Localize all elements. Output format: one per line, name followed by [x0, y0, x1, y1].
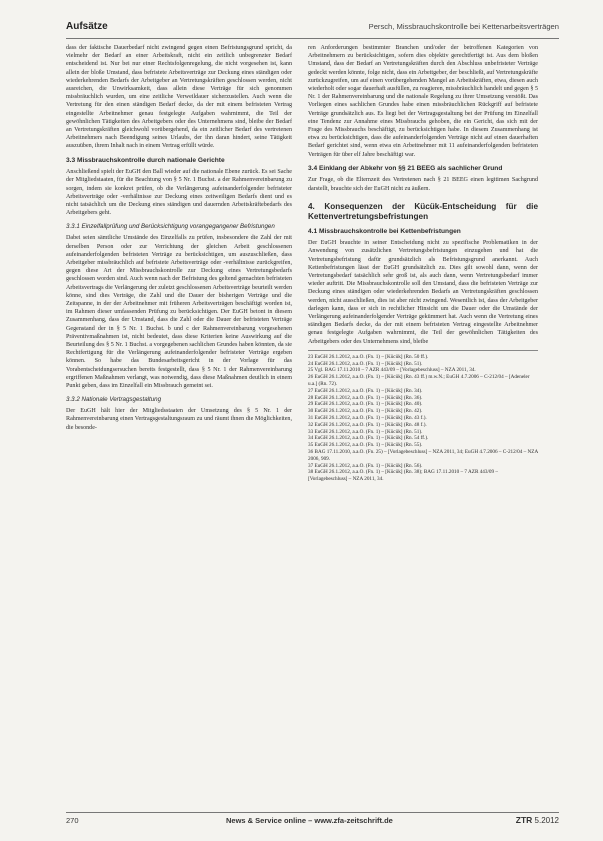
subsection-heading: 3.3.1 Einzelfallprüfung und Berücksichtigung vorangegangener Befristungen [66, 223, 275, 231]
footnote: 28 EuGH 26.1.2012, a.a.O. (Fn. 1) – [Kücük] (Rn. 36). [308, 394, 423, 401]
paragraph: Zur Frage, ob die Elternzeit des Vertretenen nach § 21 BEEG einen legitimen Sachgrund darstellt, brauchte sich der EuGH nicht zu äußern. [308, 177, 538, 192]
footer-website: News & Service online – www.zfa-zeitschrift.de [226, 816, 393, 825]
footnotes [308, 350, 538, 483]
footnote: 25 Vgl. BAG 17.11.2010 – 7 AZR 443/09 – [Vorlagebeschluss] – NZA 2011, 34. [308, 367, 476, 374]
paragraph: dass der faktische Dauerbedarf nicht zwingend gegen einen Befristungsgrund spricht, da vielmehr der Bedarf an einer Arbeitskraft, nicht ein zeitlich unbegrenzter Bedarf entscheidend ist. Nur bei nur einer Rechtsfolgenregelung, die nicht vorgesehen ist, kann allein der bloße Umstand, dass befristete Arbeitsverträge zur Deckung eines ständigen oder wiederkehrenden Bedarfs der Arbeitgeber an Vertretungskräften geschlossen werden, nicht ausreichen, die Unwirksamkeit, dass allein diese Verträge für sich genommen missbräuchlich wurden, um eine zeitliche Verweildauer sicherzustellen. Auch wenn die Vertretung für den einen ständigen Bedarf decke, da der mit einem befristeten Vertrag eingestellte Arbeitnehmer genau festgelegte Aufgaben wahrnimmt, die Teil der gewöhnlichen Tätigkeiten des Arbeitgebers oder des Unternehmens sind, bleibe der Bedarf an Vertretungskräften gleichwohl vorübergehend, da ein zeitlicher Bedarf des vertretenen Arbeitnehmers nach Beendigung seines Urlaubs, der ihn daran hindert, seine Tätigkeit auszuüben, ihrem Inhalt nach in einem Vertrag erfüllt würde. [66, 45, 292, 150]
running-title: Persch, Missbrauchskontrolle bei Kettenarbeitsverträgen [368, 22, 559, 31]
footnote: 27 EuGH 26.1.2012, a.a.O. (Fn. 1) – [Kücük] (Rn. 34). [308, 387, 423, 394]
section-heading: 3.4 Einklang der Abkehr von §§ 21 BEEG als sachlicher Grund [308, 164, 503, 172]
paragraph: Dabei seien sämtliche Umstände des Einzelfalls zu prüfen, insbesondere die Zahl der mit derselben Person oder zur Verrichtung der gleichen Arbeit geschlossenen aufeinanderfolgenden befristeten Verträge zu berücksichtigen, um auszuschließen, dass Arbeitgeber missbräuchlich auf befristete Arbeitsverträge oder -verhältnisse zurückgreifen, gegen diese Art der Missbrauchskontrolle zur Deckung eines Vertretungsbedarfs geschlossen worden sind. Auch wenn nach der Befristung des geltend gemachten befristeten Arbeitsvertrags die Verlängerung der zuletzt geschlossenen Arbeitsverträge beurteilt werden könne, sind dies Verträge, die Zahl und die Dauer der bisherigen Verträge und die Zeitspanne, in der der Arbeitnehmer mit früheren Arbeitsverträgen beschäftigt worden ist, im Rahmen dieser umfassenden Prüfung zu berücksichtigen. Der EuGH betont in diesem Zusammenhang, dass der Umstand, dass die Zahl oder die Dauer der befristeten Verträge Gegenstand der in § 5 Nr. 1 Buchst. b und c der Rahmenvereinbarung vorgesehenen Präventivmaßnahmen ist, nicht bedeutet, dass diese Kriterien keine Auswirkung auf die Beurteilung des § 5 Nr. 1 Buchst. a vorgegebenen sachlichen Grundes haben könnten, da sie Rechtfertigung für die Verlängerung aufeinanderfolgender befristeter Verträge ergeben können. So habe das Bundesarbeitsgericht in der Vorlage für das Vorabentscheidungsersuchen bereits festgestellt, dass § 5 Nr. 1 der Rahmenvereinbarung ergriffenen Maßnahmen verlangt, was notwendig, dass diese Maßnahmen deutlich in einem Punkt geben, dass im Einzelfall ein Missbrauch gemeint sei. [66, 235, 292, 390]
footnote: 30 EuGH 26.1.2012, a.a.O. (Fn. 1) – [Kücük] (Rn. 42). [308, 408, 423, 415]
paragraph: ren Anforderungen bestimmter Branchen und/oder der betroffenen Kategorien von Arbeitnehmern zu berücksichtigen, sofern dies objektiv gerechtfertigt ist. Aus dem bloßen Umstand, dass der Bedarf an Vertretungskräften durch den Abschluss unbefristeter Verträge gedeckt werden könnte, folge nicht, dass ein Arbeitgeber, der beschließt, auf Vertretungskräfte zurückzugreifen, um auf einen vorübergehenden Mangel an Arbeitskräften, etwa, diesen auch wiederholt oder sogar dauerhaft ausfüllen, zu reagieren, missbräuchlich handelt und gegen § 5 Nr. 1 der Rahmenvereinbarung und die nationale Regelung zu ihrer Umsetzung verstößt. Das Vorliegen eines sachlichen Grundes habe einen missbräuchlichen Rückgriff auf befristete Verträge grundsätzlich aus. Es liegt bei der Vertragsgestaltung bei der Prüfung im Einzelfall eine Tendenz zur Annahme eines Missbrauchs gehoben, die ein Gericht, das sich mit der Frage des Missbrauchs beschäftigt, zu berücksichtigen habe. In diesem Zusammenhang ist etwa zu berücksichtigen, dass die aufeinanderfolgenden Verträge nicht auf einen dauerhaften Bedarf gerichtet sind, wenn etwa ein Arbeitnehmer mit 11 aufeinanderfolgenden befristeten Verträgen für über elf Jahre beschäftigt war. [308, 45, 538, 158]
footnote: 24 EuGH 26.1.2012, a.a.O. (Fn. 1) – [Kücük] (Rn. 51). [308, 360, 423, 367]
footnote: 34 EuGH 26.1.2012, a.a.O. (Fn. 1) – [Kücük] (Rn. 54 ff.). [308, 435, 429, 442]
journal-issue [516, 815, 559, 825]
footnote: 35 EuGH 26.1.2012, a.a.O. (Fn. 1) – [Kücük] (Rn. 55). [308, 442, 423, 449]
footnote: 23 EuGH 26.1.2012, a.a.O. (Fn. 1) – [Kücük] (Rn. 50 ff.). [308, 353, 429, 360]
footnote: 38 EuGH 26.1.2012, a.a.O. (Fn. 1) – [Kücük] (Rn. 38); BAG 17.11.2010 – 7 AZR 443/09 – [Vorlagebeschluss] – NZA 2011, 34. [308, 469, 499, 483]
section-heading: 4.1 Missbrauchskontrolle bei Kettenbefristungen [308, 227, 461, 235]
right-column [308, 44, 538, 804]
subsection-heading: 3.3.2 Nationale Vertragsgestaltung [66, 396, 162, 404]
paragraph: Anschließend spielt der EuGH den Ball wieder auf die nationale Ebene zurück. Es sei Sache der Mitgliedstaaten, für die Beachtung von § 5 Nr. 1 Buchst. a der Rahmenvereinbarung zu sorgen, indem sie konkret prüfen, ob die Verlängerung aufeinanderfolgender befristeter Arbeitsverträge oder -verhältnisse zur Deckung eines zeitweiligen Bedarfs dient und es nicht tatsächlich um die Deckung eines ständigen und dauernden Arbeitskräftebedarfs des Arbeitgebers geht. [66, 169, 292, 217]
footnote: 36 BAG 17.11.2010, a.a.O. (Fn. 25) – [Vorlagebeschluss] – NZA 2011, 34; EuGH 4.7.2006 – C-212/04 – NZA 2006, 909. [308, 449, 538, 462]
footnote: 29 EuGH 26.1.2012, a.a.O. (Fn. 1) – [Kücük] (Rn. 40). [308, 401, 423, 408]
section-heading: 3.3 Missbrauchskontrolle durch nationale Gerichte [66, 156, 225, 164]
paragraph: Der EuGH hält hier der Mitgliedsstaaten der Umsetzung des § 5 Nr. 1 der Rahmenvereinbarung einen Vertragsgestaltungsraum zu und räumt ihnen die Möglichkeiten, die besonde- [66, 408, 292, 431]
page-footer [66, 812, 559, 827]
issue-number: 5.2012 [534, 816, 559, 825]
footnote: 32 EuGH 26.1.2012, a.a.O. (Fn. 1) – [Kücük] (Rn. 48 f.). [308, 421, 427, 428]
paragraph: Der EuGH brauchte in seiner Entscheidung nicht zu spezifische Problematiken in der Anwendung von zusätzlichen Vertretungsbefristungen einzugehen und hat die Vertretungsbefristung dafür grundsätzlich als Befristungsgrund anerkannt. Auch Kettenbefristungen lässt der EuGH grundsätzlich zu. Dies gilt sowohl dann, wenn der Vertretungsbedarf tatsächlich sehr groß ist, als auch dann, wenn Vertretungsbedarf immer wieder auftritt. Die Missbrauchskontrolle soll den Umstand, dass die befristeten Verträge zur Deckung eines ständigen oder wiederkehrenden Bedarfs an Vertretungskräften geschlossen werden, nicht ausschließen, dies ist aber nicht zwingend. Wesentlich ist, dass der Arbeitgeber darlegen kann, dass er sich in rechtlicher Hinsicht um die Dauer oder die Umstände der Verlängerung aufeinanderfolgender Verträge gekümmert hat. Auch wenn die Vertretung eines ständigen Bedarfs decke, da der mit einem befristeten Vertrag eingestellte Arbeitnehmer genau festgelegte Aufgaben wahrnimmt, die Teil der gewöhnlichen Tätigkeiten des Arbeitgebers oder des Unternehmens sind, bleibe [308, 240, 538, 345]
journal-name: ZTR [515, 815, 533, 825]
page-number: 270 [66, 816, 79, 825]
footnote: 26 EuGH 26.1.2012, a.a.O. (Fn. 1) – [Kücük] (Rn. 43 ff.) m.w.N.; EuGH 4.7.2006 – C-212/04 – [Adeneler u.a.] (Rn. 72). [308, 374, 530, 388]
chapter-heading: 4. Konsequenzen der Kücük-Entscheidung für die Kettenvertretungsbefristungen [308, 201, 538, 221]
left-column [66, 44, 292, 804]
section-label: Aufsätze [66, 21, 108, 32]
footnote: 37 EuGH 26.1.2012, a.a.O. (Fn. 1) – [Kücük] (Rn. 56). [308, 462, 423, 469]
footnote: 33 EuGH 26.1.2012, a.a.O. (Fn. 1) – [Kücük] (Rn. 51). [308, 428, 423, 435]
page-header [66, 20, 559, 39]
footnote: 31 EuGH 26.1.2012, a.a.O. (Fn. 1) – [Kücük] (Rn. 43 f.). [308, 415, 427, 422]
